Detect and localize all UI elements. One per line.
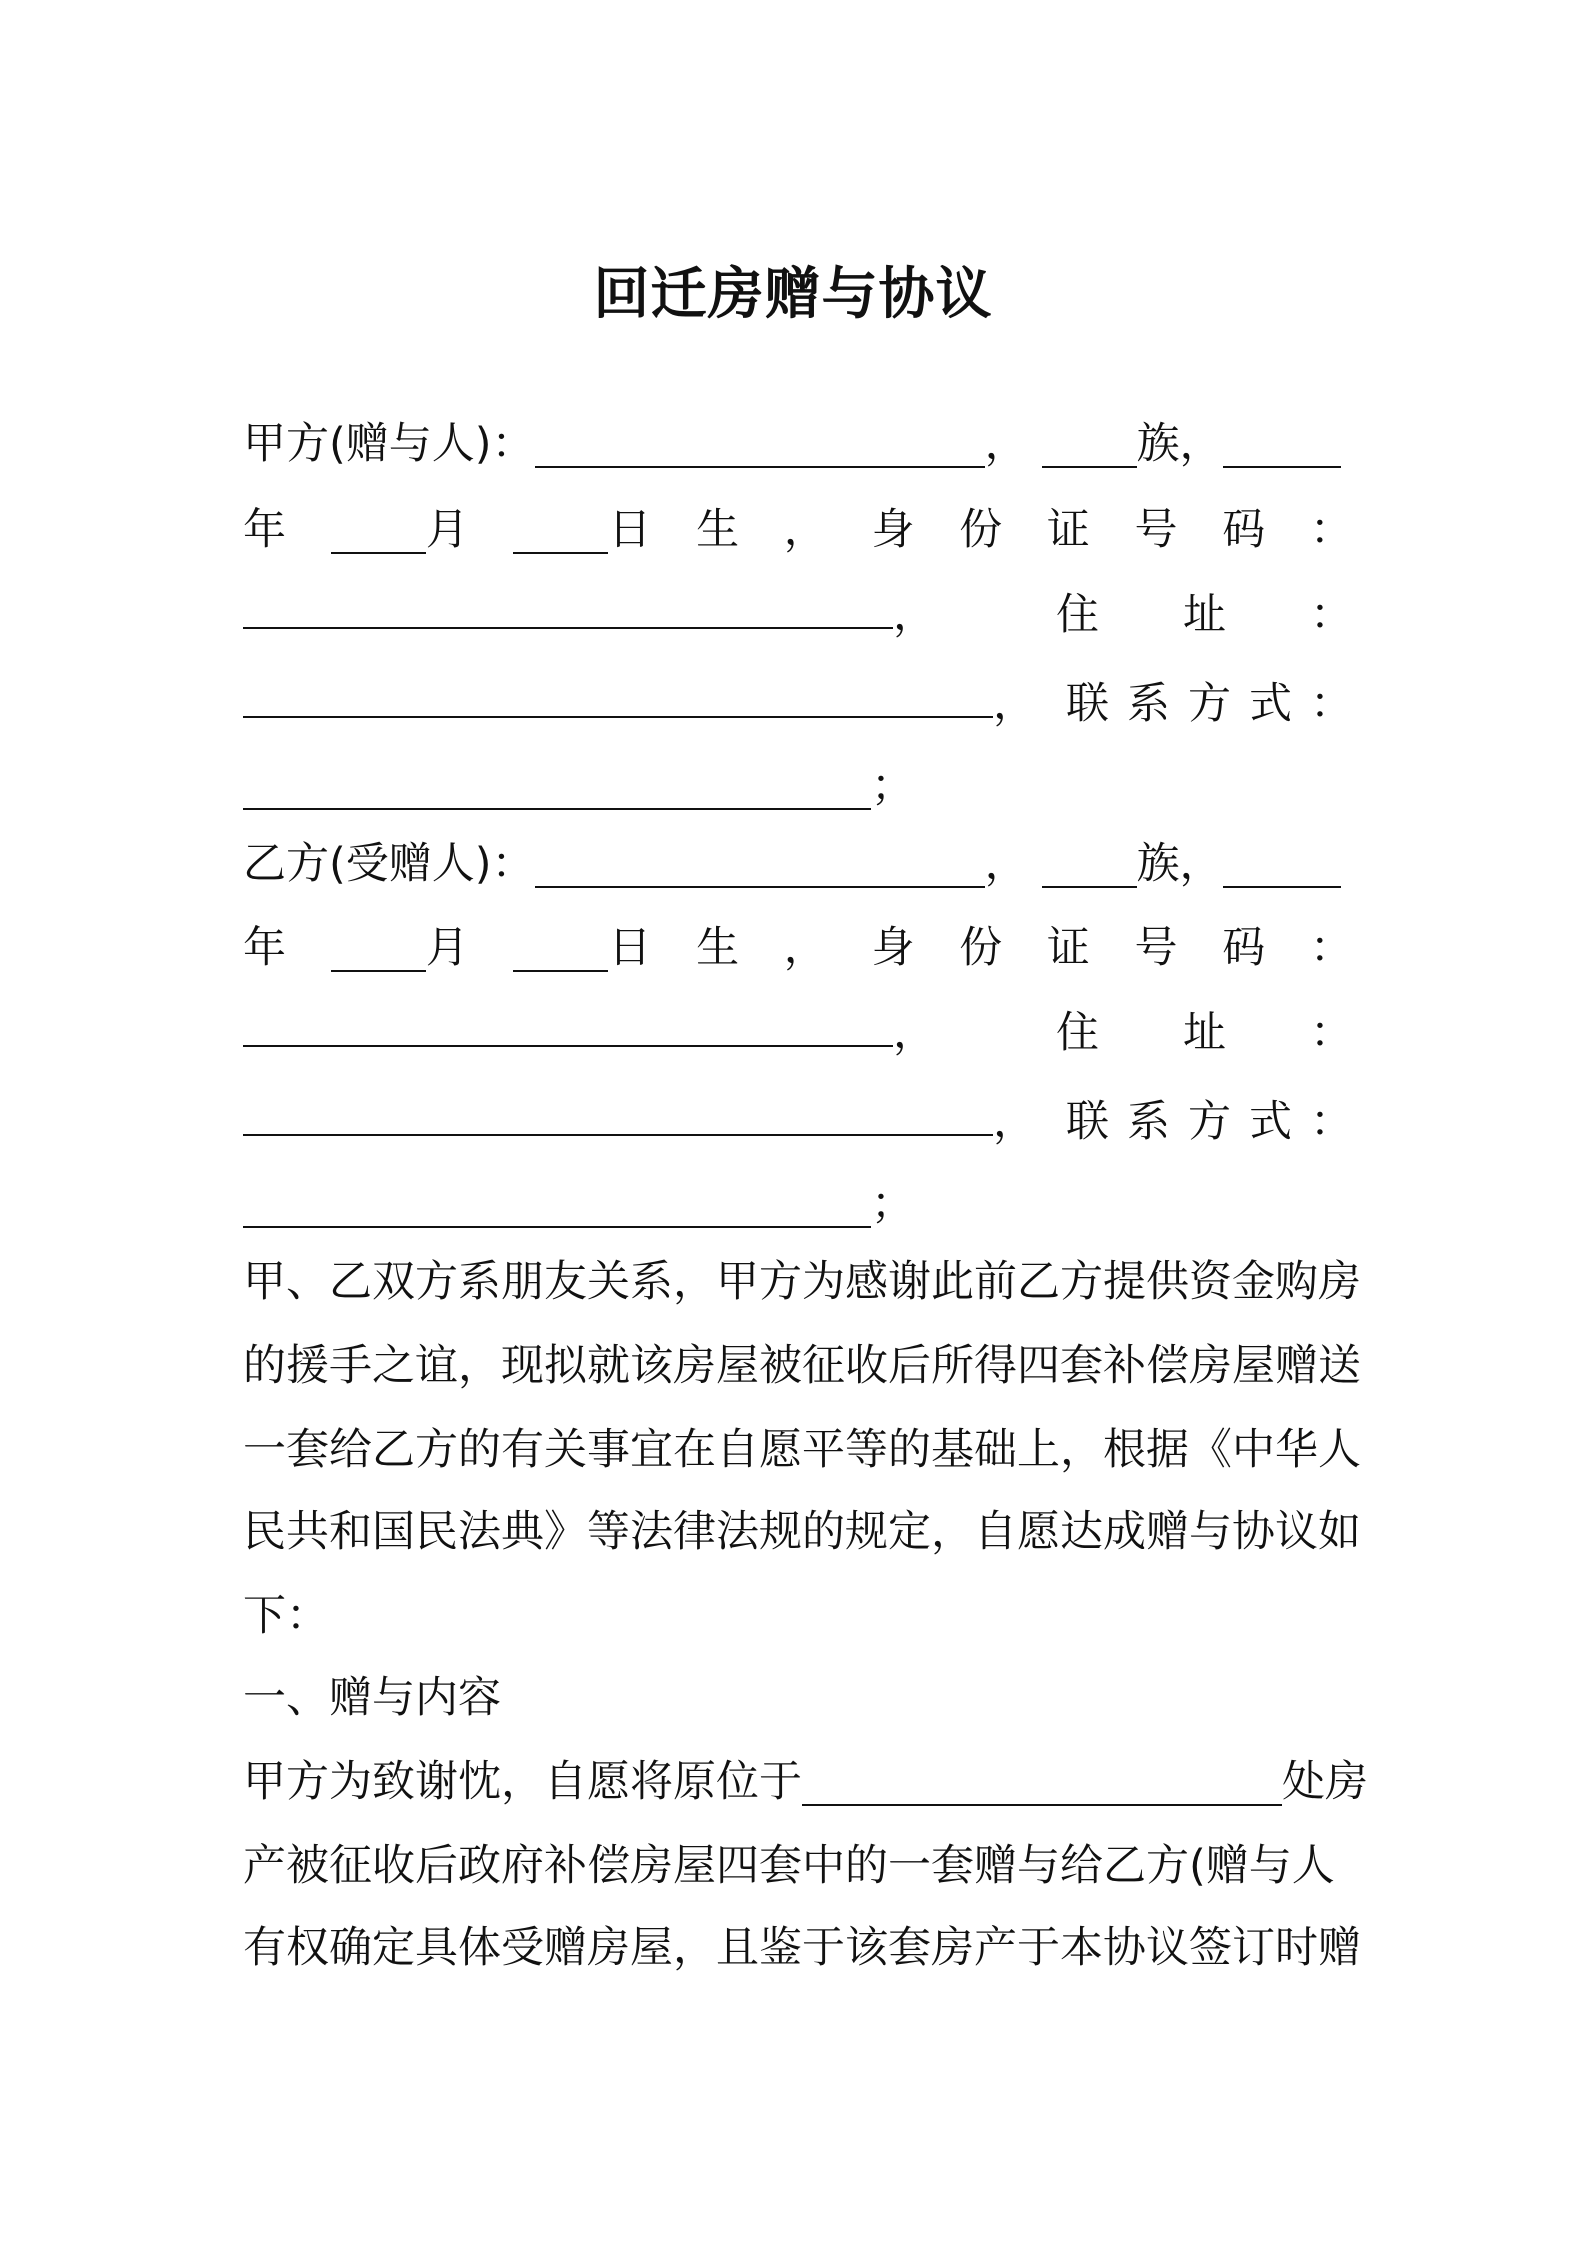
party-a-month-blank[interactable]: [331, 508, 426, 554]
id-label-char: 证: [1046, 505, 1090, 555]
day-label: 日: [608, 505, 652, 555]
id-label-char: 号: [1134, 505, 1178, 555]
contact-label: [1036, 674, 1353, 734]
id-label-char: 证: [1046, 923, 1090, 973]
contact-label-char: ：: [1310, 679, 1353, 729]
section1-text: 处房: [1282, 1757, 1368, 1807]
line-end: ；: [871, 761, 914, 811]
month-label: 月: [425, 923, 469, 973]
id-label-char: 码: [1222, 505, 1266, 555]
separator: ，: [783, 923, 827, 973]
intro-line: 甲、乙双方系朋友关系，甲方为感谢此前乙方提供资金购房: [243, 1257, 1361, 1307]
id-label-char: 身: [871, 923, 915, 973]
day-group: [513, 918, 651, 978]
party-a-label: 甲方(赠与人)：: [243, 419, 535, 469]
day-group: [513, 500, 651, 560]
month-label: 月: [425, 505, 469, 555]
line-end: ；: [871, 1179, 914, 1229]
contact-label-char: 联: [1066, 679, 1109, 729]
separator: ，: [984, 419, 1028, 469]
section1-line: 产被征收后政府补偿房屋四套中的一套赠与给乙方(赠与人: [243, 1841, 1335, 1891]
section1-line: [243, 1752, 1368, 1812]
party-a-id-number-blank[interactable]: [243, 583, 893, 629]
party-b-contact-blank[interactable]: [243, 1182, 871, 1228]
day-label: 日: [608, 923, 652, 973]
contact-label-char: 系: [1127, 1097, 1170, 1147]
party-b-day-blank[interactable]: [513, 926, 608, 972]
contact-label-char: 方: [1188, 1097, 1231, 1147]
year-label: 年: [243, 505, 286, 555]
party-b-month-blank[interactable]: [331, 926, 426, 972]
party-b-contact-line: [243, 1090, 1353, 1152]
separator: ，: [993, 1097, 1036, 1147]
party-b-address-blank[interactable]: [243, 1090, 993, 1136]
contact-label: [1036, 1092, 1353, 1152]
party-b-ethnicity-blank[interactable]: [1042, 842, 1137, 888]
contact-label-char: 方: [1188, 679, 1231, 729]
party-b-birth-line: [243, 918, 1353, 978]
party-a-address-line: [243, 583, 1353, 645]
address-label-char: 住: [1056, 590, 1099, 640]
party-b-birth-year-blank[interactable]: [1223, 842, 1341, 888]
party-b-address-line: [243, 1001, 1353, 1063]
id-label-char: ：: [1309, 505, 1353, 555]
separator: ，: [993, 679, 1036, 729]
id-label-char: 份: [959, 505, 1003, 555]
party-b-contact-blank-line: [243, 1174, 1353, 1234]
intro-line: 下：: [243, 1591, 329, 1641]
address-label-char: ：: [1310, 1008, 1353, 1058]
address-label-char: ：: [1310, 590, 1353, 640]
party-a-name-blank[interactable]: [535, 422, 985, 468]
born-label: 生: [696, 923, 740, 973]
year-label: 年: [243, 923, 286, 973]
section1-line: 有权确定具体受赠房屋，且鉴于该套房产于本协议签订时赠: [243, 1923, 1361, 1973]
section-heading: 一、赠与内容: [243, 1673, 501, 1723]
id-label-char: 身: [871, 505, 915, 555]
party-b-id-number-blank[interactable]: [243, 1001, 893, 1047]
id-label-char: 号: [1134, 923, 1178, 973]
id-label-char: 份: [959, 923, 1003, 973]
address-label-char: 址: [1183, 1008, 1226, 1058]
party-b-name-blank[interactable]: [535, 842, 985, 888]
month-group: [331, 500, 469, 560]
separator: ，: [783, 505, 827, 555]
address-label-char: 住: [1056, 1008, 1099, 1058]
intro-line: 民共和国民法典》等法律法规的规定，自愿达成赠与协议如: [243, 1507, 1361, 1557]
party-a-address-blank[interactable]: [243, 672, 993, 718]
party-b-name-line: [243, 834, 1353, 894]
section1-text: 甲方为致谢忱，自愿将原位于: [243, 1757, 802, 1807]
address-label: [936, 1003, 1353, 1063]
address-label-char: 址: [1183, 590, 1226, 640]
contact-label-char: ：: [1310, 1097, 1353, 1147]
born-label: 生: [696, 505, 740, 555]
id-label-char: ：: [1309, 923, 1353, 973]
intro-line: 一套给乙方的有关事宜在自愿平等的基础上，根据《中华人: [243, 1425, 1361, 1475]
party-a-ethnicity-blank[interactable]: [1042, 422, 1137, 468]
original-location-blank[interactable]: [802, 1760, 1282, 1806]
ethnicity-suffix: 族，: [1136, 419, 1223, 469]
contact-label-char: 式: [1249, 1097, 1292, 1147]
separator: ，: [893, 1008, 936, 1058]
id-label-char: 码: [1222, 923, 1266, 973]
party-a-contact-blank-line: [243, 756, 1353, 816]
party-a-name-line: [243, 414, 1353, 474]
separator: ，: [984, 839, 1028, 889]
separator: ，: [893, 590, 936, 640]
party-a-contact-line: [243, 672, 1353, 734]
address-label: [936, 585, 1353, 645]
contact-label-char: 联: [1066, 1097, 1109, 1147]
party-a-birth-year-blank[interactable]: [1223, 422, 1341, 468]
document-title: 回迁房赠与协议: [593, 262, 993, 327]
party-a-contact-blank[interactable]: [243, 764, 871, 810]
month-group: [331, 918, 469, 978]
ethnicity-suffix: 族，: [1136, 839, 1223, 889]
party-a-birth-line: [243, 500, 1353, 560]
party-b-label: 乙方(受赠人)：: [243, 839, 535, 889]
contact-label-char: 系: [1127, 679, 1170, 729]
party-a-day-blank[interactable]: [513, 508, 608, 554]
contact-label-char: 式: [1249, 679, 1292, 729]
intro-line: 的援手之谊，现拟就该房屋被征收后所得四套补偿房屋赠送: [243, 1341, 1361, 1391]
